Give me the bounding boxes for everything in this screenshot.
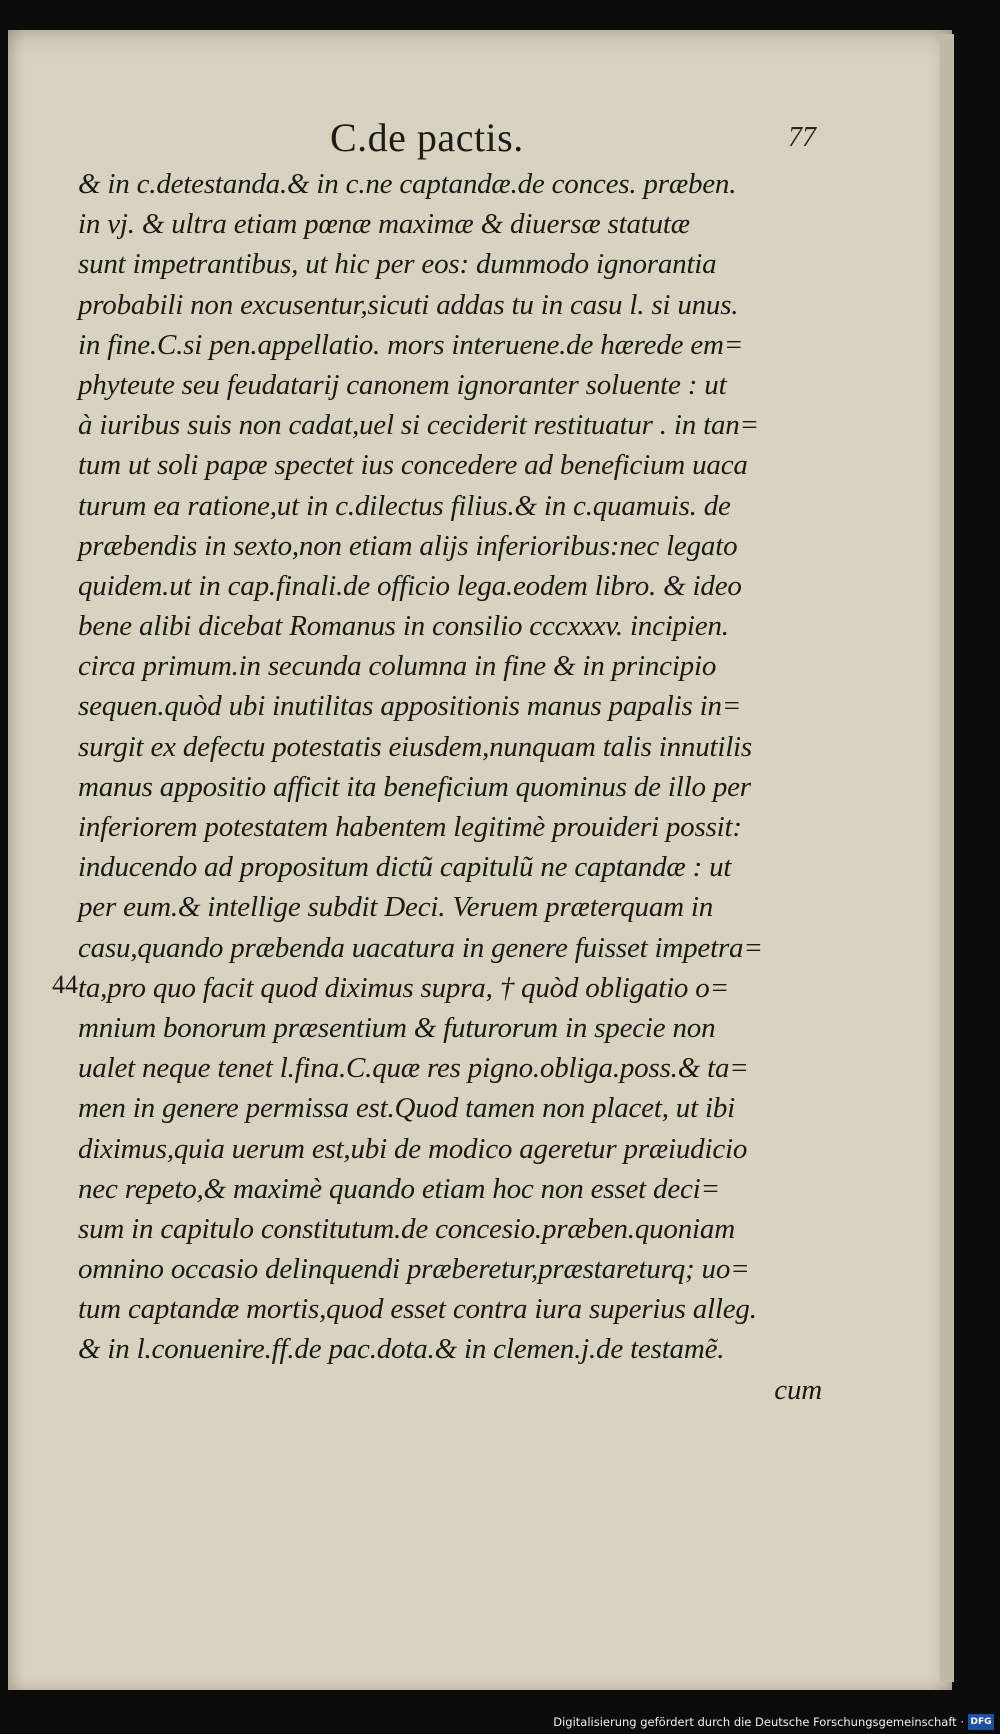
page-edge	[940, 34, 954, 1682]
text-line: ualet neque tenet l.fina.C.quæ res pigno.obliga.poss.& ta=	[78, 1052, 749, 1085]
text-line: nec repeto,& maximè quando etiam hoc non esset deci=	[78, 1172, 720, 1205]
text-line: men in genere permissa est.Quod tamen non placet, ut ibi	[78, 1092, 736, 1125]
text-line: bene alibi dicebat Romanus in consilio cccxxxv. incipien.	[78, 610, 729, 643]
text-line: per eum.& intellige subdit Deci. Veruem præterquam in	[78, 891, 714, 924]
text-line: casu,quando præbenda uacatura in genere fuisset impetra=	[78, 931, 763, 964]
book-page	[8, 30, 952, 1690]
text-line: turum ea ratione,ut in c.dilectus filius.& in c.quamuis. de	[78, 489, 731, 522]
text-line: manus appositio afficit ita beneficium quominus de illo per	[78, 770, 751, 803]
text-line: circa primum.in secunda columna in fine & in principio	[78, 650, 717, 683]
text-line: & in l.conuenire.ff.de pac.dota.& in clemen.j.de testamẽ.	[78, 1333, 725, 1366]
text-line: inferiorem potestatem habentem legitimè prouideri possit:	[78, 811, 742, 843]
catchword: cum	[774, 1373, 822, 1406]
text-line: sum in capitulo constitutum.de concesio.præben.quoniam	[78, 1212, 735, 1245]
text-line: à iuribus suis non cadat,uel si ceciderit restituatur . in tan=	[78, 409, 759, 442]
marginal-number: 44	[52, 970, 78, 999]
text-line: phyteute seu feudatarij canonem ignoranter soluente : ut	[78, 368, 727, 401]
text-line: surgit ex defectu potestatis eiusdem,nunquam talis innutilis	[78, 730, 753, 763]
page-header	[8, 104, 952, 164]
text-line: diximus,quia uerum est,ubi de modico ageretur præiudicio	[78, 1132, 748, 1165]
text-line: in vj. & ultra etiam pœnæ maximæ & diuersæ statutæ	[78, 208, 690, 241]
text-line: in fine.C.si pen.appellatio. mors interuene.de hærede em=	[78, 328, 744, 361]
dfg-logo-icon: DFG	[968, 1714, 994, 1730]
text-line: ta,pro quo facit quod diximus supra, † quòd obligatio o=	[78, 971, 729, 1004]
funding-note: Digitalisierung gefördert durch die Deutsche Forschungsgemeinschaft ·	[553, 1715, 964, 1729]
text-line: quidem.ut in cap.finali.de officio lega.eodem libro. & ideo	[78, 569, 742, 602]
text-line: omnino occasio delinquendi præberetur,præstareturq; uo=	[78, 1253, 750, 1286]
text-line: sequen.quòd ubi inutilitas appositionis manus papalis in=	[78, 690, 742, 723]
text-line: præbendis in sexto,non etiam alijs inferioribus:nec legato	[78, 529, 738, 562]
text-line: mnium bonorum præsentium & futurorum in specie non	[78, 1011, 716, 1044]
footer-bar	[0, 1712, 1000, 1734]
text-line: inducendo ad propositum dictũ capitulũ ne captandæ : ut	[78, 851, 732, 884]
text-line: tum ut soli papæ spectet ius concedere ad beneficium uaca	[78, 449, 748, 482]
text-line: sunt impetrantibus, ut hic per eos: dummodo ignorantia	[78, 248, 717, 281]
body-text	[78, 164, 878, 1410]
text-line: tum captandæ mortis,quod esset contra iura superius alleg.	[78, 1293, 757, 1326]
running-head: C.de pactis.	[330, 115, 524, 160]
text-line: probabili non excusentur,sicuti addas tu in casu l. si unus.	[78, 288, 739, 321]
text-line: & in c.detestanda.& in c.ne captandæ.de conces. præben.	[78, 168, 737, 200]
folio-number: 77	[788, 122, 816, 153]
